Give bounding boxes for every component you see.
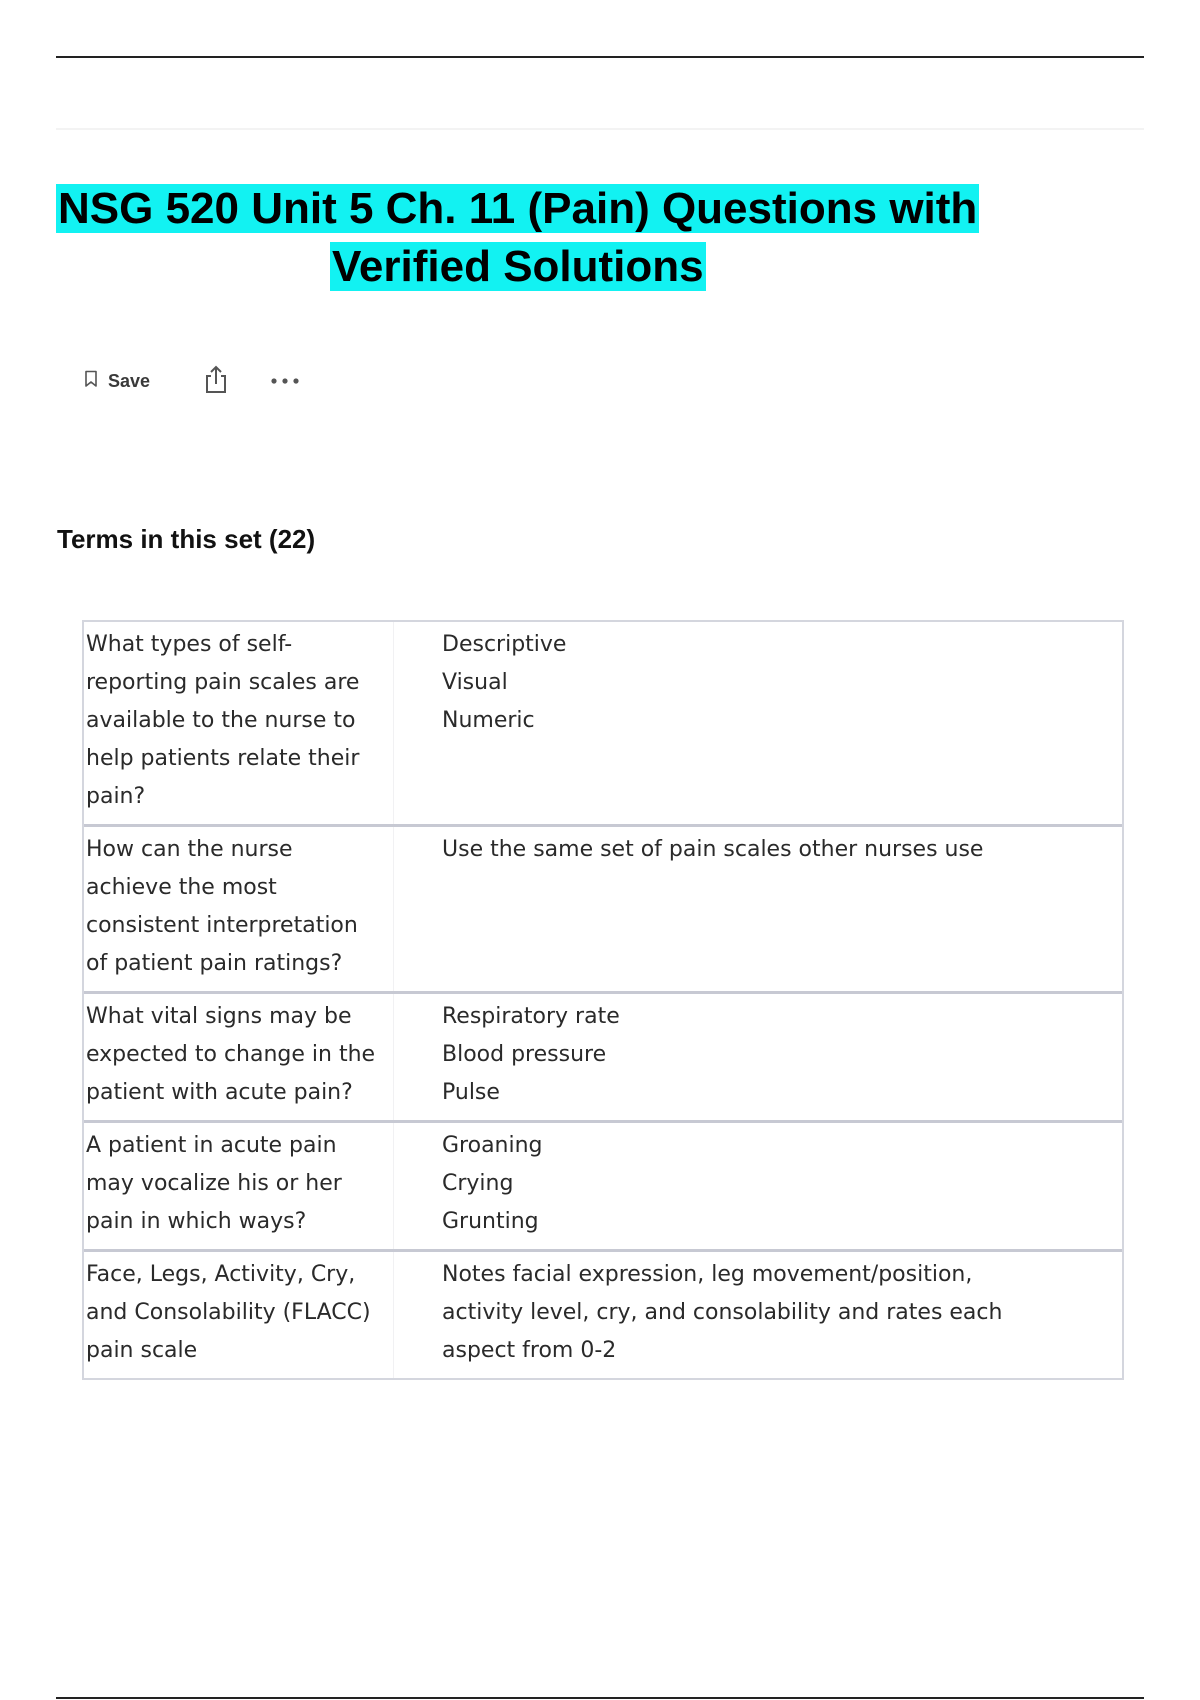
- term-text: pain in which ways?: [86, 1209, 307, 1234]
- definition-cell: [394, 994, 1122, 1120]
- title-line-2: Verified Solutions: [332, 242, 704, 291]
- definition-cell: [394, 1123, 1122, 1249]
- term-text: What types of self-: [86, 632, 293, 657]
- definition-cell: [394, 827, 1122, 991]
- term-row: [84, 1120, 1122, 1249]
- bookmark-icon: [84, 370, 98, 393]
- term-text: A patient in acute pain: [86, 1133, 337, 1158]
- term-cell: [84, 994, 394, 1120]
- term-cell: [84, 1123, 394, 1249]
- definition-text: aspect from 0-2: [442, 1338, 617, 1363]
- definition-text: Visual: [442, 670, 508, 695]
- term-text: Face, Legs, Activity, Cry,: [86, 1262, 356, 1287]
- definition-text: activity level, cry, and consolability and rates each: [442, 1300, 1003, 1325]
- term-cell: [84, 827, 394, 991]
- terms-heading: Terms in this set (22): [57, 524, 316, 554]
- term-text: How can the nurse: [86, 837, 293, 862]
- definition-cell: [394, 1252, 1122, 1378]
- term-text: achieve the most: [86, 875, 277, 900]
- term-text: pain?: [86, 784, 146, 809]
- term-text: and Consolability (FLACC): [86, 1300, 371, 1325]
- more-options-button[interactable]: [270, 372, 300, 390]
- term-text: help patients relate their: [86, 746, 360, 771]
- share-icon: [202, 364, 230, 399]
- save-button[interactable]: [84, 370, 150, 393]
- term-cell: [84, 1252, 394, 1378]
- header-divider: [56, 128, 1144, 130]
- term-text: of patient pain ratings?: [86, 951, 343, 976]
- definition-text: Pulse: [442, 1080, 500, 1105]
- term-text: What vital signs may be: [86, 1004, 352, 1029]
- terms-table: [82, 620, 1124, 1380]
- title-line-1: NSG 520 Unit 5 Ch. 11 (Pain) Questions with: [58, 184, 978, 233]
- definition-text: Crying: [442, 1171, 514, 1196]
- definition-text: Grunting: [442, 1209, 539, 1234]
- term-row: [84, 1249, 1122, 1378]
- term-text: pain scale: [86, 1338, 198, 1363]
- term-row: [84, 622, 1122, 824]
- top-divider: [56, 56, 1144, 58]
- definition-text: Use the same set of pain scales other nurses use: [442, 837, 984, 862]
- term-row: [84, 824, 1122, 991]
- save-label: Save: [108, 370, 151, 391]
- term-text: consistent interpretation: [86, 913, 358, 938]
- definition-text: Numeric: [442, 708, 535, 733]
- bottom-divider: [56, 1697, 1144, 1699]
- term-text: may vocalize his or her: [86, 1171, 342, 1196]
- definition-text: Descriptive: [442, 632, 567, 657]
- set-toolbar: [84, 366, 300, 396]
- term-text: patient with acute pain?: [86, 1080, 353, 1105]
- definition-cell: [394, 622, 1122, 824]
- term-text: reporting pain scales are: [86, 670, 360, 695]
- term-text: expected to change in the: [86, 1042, 376, 1067]
- more-horizontal-icon: [270, 372, 300, 390]
- term-row: [84, 991, 1122, 1120]
- term-cell: [84, 622, 394, 824]
- definition-text: Notes facial expression, leg movement/position,: [442, 1262, 973, 1287]
- definition-text: Respiratory rate: [442, 1004, 620, 1029]
- page-title: [56, 180, 1056, 296]
- share-button[interactable]: [202, 364, 230, 399]
- definition-text: Blood pressure: [442, 1042, 607, 1067]
- term-text: available to the nurse to: [86, 708, 356, 733]
- definition-text: Groaning: [442, 1133, 543, 1158]
